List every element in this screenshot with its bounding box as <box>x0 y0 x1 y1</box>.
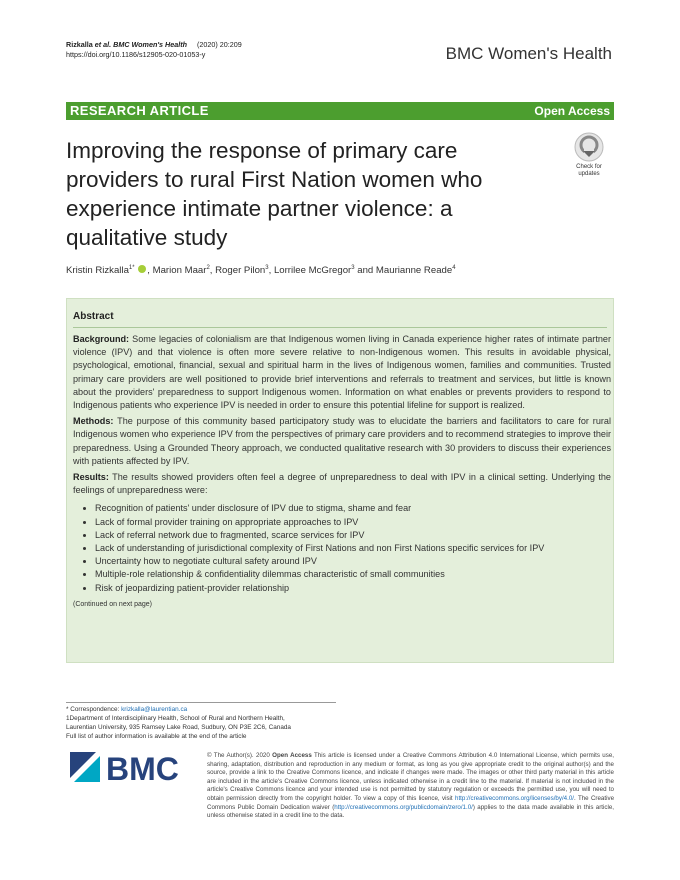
abstract-body <box>73 333 611 611</box>
list-item: • Multiple-role relationship & confidentiality dilemmas characteristic of small communities <box>95 568 611 581</box>
list-item: • Uncertainty how to negotiate cultural safety around IPV <box>95 555 611 568</box>
abstract-box <box>66 298 614 663</box>
citation-author: Rizkalla <box>66 40 95 49</box>
author-5[interactable]: and Maurianne Reade <box>354 265 453 277</box>
affiliation-line: Laurentian University, 935 Ramsey Lake Road, Sudbury, ON P3E 2C6, Canada <box>66 724 291 731</box>
citation-header <box>66 40 242 60</box>
abstract-background: Background: Some legacies of colonialism are that Indigenous women living in Canada experience higher rates of intimate partner violence (IPV) and that violence is often more severe relative to non-Indigenous women. This results in avoidable physical, psychological, emotional, financial, sexual and spiritual harm in the lives of Indigenous women, families and communities. Trusted primary care providers are well positioned to provide brief interventions and referrals to treatment and services, but little is known about the providers' preparedness to support Indigenous women. Information on what enables or prevents providers to respond to Indigenous patients who experience IPV is needed in order to ensure this potential lifeline for support is realized. <box>73 334 611 411</box>
check-updates-line2: updates <box>578 171 600 177</box>
abstract-heading: Abstract <box>73 311 114 322</box>
license-text: © The Author(s). 2020 Open Access This article is licensed under a Creative Commons Attribution 4.0 International License, which permits use, sharing, adaptation, distribution and reproduction in any medium or format, as long as you give appropriate credit to the original author(s) and the source, provide a link to the Creative Commons licence, and indicate if changes were made. The images or other third party material in this article are included in the article's Creative Commons licence, unless indicated otherwise in a credit line to the material. If material is not included in the article's Creative Commons licence and your intended use is not permitted by statutory regulation or exceeds the permitted use, you will need to obtain permission directly from the copyright holder. To view a copy of this licence, visit http://creativecommons.org/licenses/by/4.0/. The Creative Commons Public Domain Dedication waiver (http://creativecommons.org/publicdomain/zero/1.0/) applies to the data made available in this article, unless otherwise stated in a credit line to the data. <box>207 752 615 820</box>
affiliation-line: 1Department of Interdisciplinary Health, School of Rural and Northern Health, <box>66 715 285 722</box>
correspondence-label: * Correspondence: <box>66 706 122 713</box>
list-item: • Lack of understanding of jurisdictional complexity of First Nations and non First Nations specific services for IPV <box>95 542 611 555</box>
article-type-label: RESEARCH ARTICLE <box>70 103 209 118</box>
abstract-methods: Methods: The purpose of this community based participatory study was to elucidate the barriers and facilitators to care for rural Indigenous women who experience IPV from the perspectives of primary care providers and to recommend strategies to improve their preparedness. Using a Grounded Theory approach, we conducted qualitative research with 30 providers to discuss their experiences with patients affected by IPV. <box>73 416 611 466</box>
author-1[interactable]: Kristin Rizkalla <box>66 265 129 277</box>
citation-journal: et al. BMC Women's Health <box>94 40 187 49</box>
author-2[interactable]: , Marion Maar <box>147 265 207 277</box>
author-3[interactable]: , Roger Pilon <box>209 265 266 277</box>
license-link[interactable]: http://creativecommons.org/licenses/by/4.0/ <box>455 794 574 802</box>
bmc-logo <box>70 752 192 791</box>
results-bullet-list <box>73 502 611 594</box>
doi-link[interactable]: https://doi.org/10.1186/s12905-020-01053-y <box>66 50 206 59</box>
continued-note: (Continued on next page) <box>73 600 152 608</box>
list-item: • Lack of referral network due to fragmented, scarce services for IPV <box>95 529 611 542</box>
open-access-label[interactable]: Open Access <box>534 104 610 118</box>
journal-name: BMC Women's Health <box>445 44 612 63</box>
check-updates-line1: Check for <box>576 164 602 170</box>
list-item: • Lack of formal provider training on appropriate approaches to IPV <box>95 516 611 529</box>
correspondence-email-link[interactable]: krizkalla@laurentian.ca <box>121 706 188 713</box>
author-4[interactable]: , Lorrilee McGregor <box>268 265 352 277</box>
bmc-logo-text: BMC <box>106 752 179 786</box>
check-for-updates-badge[interactable] <box>566 132 612 178</box>
abstract-divider <box>73 327 607 328</box>
list-item: • Risk of jeopardizing patient-provider relationship <box>95 582 611 595</box>
correspondence-note <box>66 702 336 741</box>
citation-year: (2020) 20:209 <box>197 40 242 49</box>
article-banner <box>66 102 614 120</box>
orcid-icon[interactable] <box>138 265 146 273</box>
check-updates-icon <box>574 132 604 162</box>
author-list: Kristin Rizkalla$^{1*}$ , Marion Maar$^2$, Roger Pilon$^3$, Lorrilee McGregor$^3$ and Maurianne Reade$^4$ <box>66 265 456 277</box>
affiliation-note: Full list of author information is available at the end of the article <box>66 733 247 740</box>
bmc-logo-icon <box>70 752 192 786</box>
public-domain-link[interactable]: http://creativecommons.org/publicdomain/zero/1.0/ <box>334 803 473 811</box>
list-item: • Recognition of patients' under disclosure of IPV due to stigma, shame and fear <box>95 502 611 515</box>
abstract-results: Results: The results showed providers often feel a degree of unpreparedness to deal with IPV in a clinical setting. Underlying the feelings of unpreparedness were: <box>73 472 611 496</box>
article-title: Improving the response of primary care providers to rural First Nation women who experience intimate partner violence: a qualitative study <box>66 138 483 250</box>
